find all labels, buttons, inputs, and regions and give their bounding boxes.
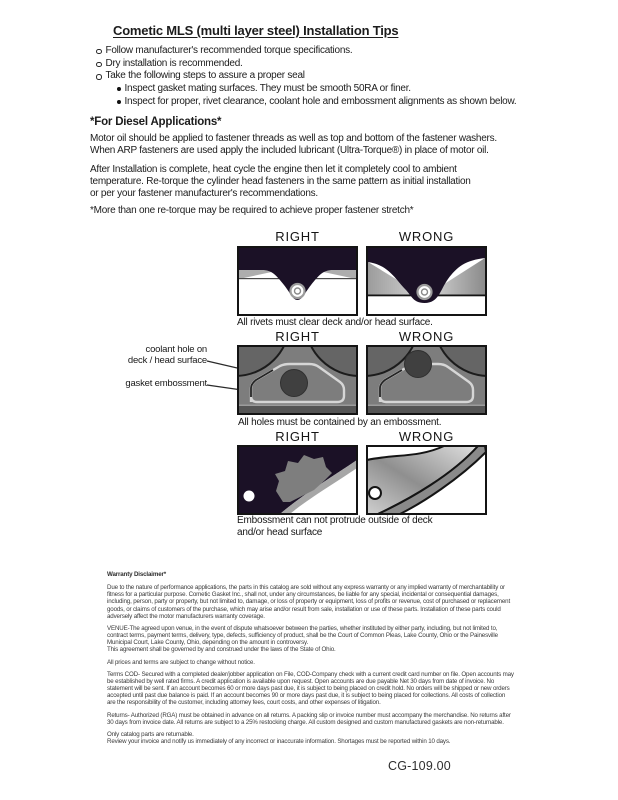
disclaimer-paragraph: Due to the nature of performance applications, the parts in this catalog are sold without any express warranty or any implied warranty of merchantability or fitness for a particular purpose. Cometic Gasket Inc., shall not, under any circumstances, be liable for any special, incidental or consequential damages, including, person, party or property, but not limited to, damage, or loss of property or equipment, loss of profits or revenue, cost of purchased or replacement goods, or claims of customers of the purchase, which may arise and/or result from sale, installation or use of these parts. Installation of these parts could adversely affect the motor manufacturers warranty coverage. bbox=[107, 584, 511, 620]
right-label: RIGHT bbox=[275, 429, 320, 444]
disclaimer-heading: Warranty Disclaimer* bbox=[107, 571, 167, 578]
list-item bbox=[96, 45, 516, 58]
page-code: CG-109.00 bbox=[388, 759, 451, 773]
dot-bullet-icon bbox=[117, 100, 121, 104]
diesel-heading: *For Diesel Applications* bbox=[90, 116, 222, 128]
circle-bullet-icon bbox=[96, 62, 102, 68]
warranty-disclaimer bbox=[107, 571, 514, 750]
wrong-label: WRONG bbox=[398, 329, 455, 344]
gasket-embossment-label: gasket embossment bbox=[125, 378, 207, 389]
bullet-text: Take the following steps to assure a proper seal bbox=[105, 70, 305, 82]
wrong-label: WRONG bbox=[398, 429, 455, 444]
text-line: When ARP fasteners are used apply the included lubricant (Ultra-Torque®) in place of motor oil. bbox=[90, 144, 489, 156]
disclaimer-paragraph: This agreement shall be governed by and construed under the laws of the State of Ohio. bbox=[107, 646, 336, 654]
list-item bbox=[96, 70, 516, 83]
bullet-text: Follow manufacturer's recommended torque specifications. bbox=[105, 45, 353, 56]
text-line: and/or head surface bbox=[237, 527, 323, 539]
coolant-hole-label bbox=[97, 344, 207, 366]
dot-bullet-icon bbox=[117, 87, 121, 91]
retorque-note: *More than one re-torque may be required to achieve proper fastener stretch* bbox=[90, 205, 414, 216]
text-line: coolant hole on bbox=[145, 344, 207, 355]
diagram-rivet-wrong bbox=[366, 246, 487, 316]
coolant-hole-icon bbox=[281, 370, 308, 397]
diagram-edge-right bbox=[237, 445, 358, 515]
diagram-hole-wrong bbox=[366, 345, 487, 415]
bullet-text: Inspect for proper, rivet clearance, coolant hole and embossment alignments as shown below. bbox=[124, 95, 517, 107]
circle-bullet-icon bbox=[96, 74, 102, 80]
list-item bbox=[117, 83, 516, 96]
disclaimer-paragraph: VENUE-The agreed upon venue, in the event of dispute whatsoever between the parties, whether instituted by either party, including, but not limited to, contract terms, payment terms, delivery, type, defects, sufficiency of product, shall be the Court of Common Pleas, Lake County, Ohio or the Painesville Municipal Court, Lake County, Ohio, depending on the amount in controversy. bbox=[107, 624, 498, 647]
bullet-text: Inspect gasket mating surfaces. They must be smooth 50RA or finer. bbox=[124, 83, 411, 95]
text-line: Embossment can not protrude outside of deck bbox=[237, 515, 433, 526]
text-line: deck / head surface bbox=[127, 355, 207, 366]
text-line: or per your fastener manufacturer's recommendations. bbox=[90, 187, 318, 199]
disclaimer-paragraph: Review your invoice and notify us immediately of any incorrect or inaccurate information. Shortages must be reported within 10 days. bbox=[107, 737, 451, 745]
disclaimer-paragraph: Returns- Authorized (RGA) must be obtained in advance on all returns. A packing slip or invoice number must accompany the merchandise. No returns after 30 days from invoice date. All returns are subject to a 25% restocking charge. All custom designed and custom manufactured gaskets are non-returnable. bbox=[107, 711, 511, 726]
right-label: RIGHT bbox=[275, 329, 320, 344]
diagram-edge-wrong bbox=[366, 445, 487, 515]
bolt-hole-icon bbox=[369, 487, 381, 499]
circle-bullet-icon bbox=[96, 49, 102, 55]
disclaimer-paragraph: Only catalog parts are returnable. bbox=[107, 730, 194, 738]
bolt-hole-icon bbox=[244, 491, 255, 502]
diesel-paragraph bbox=[90, 133, 497, 157]
page-title: Cometic MLS (multi layer steel) Installation Tips bbox=[113, 23, 399, 38]
coolant-hole-icon bbox=[405, 351, 432, 378]
right-label: RIGHT bbox=[275, 229, 320, 244]
row3-caption bbox=[237, 515, 432, 539]
list-item bbox=[96, 58, 516, 71]
wrong-label: WRONG bbox=[398, 229, 455, 244]
list-item bbox=[117, 96, 516, 109]
row2-caption: All holes must be contained by an embossment. bbox=[238, 417, 442, 428]
disclaimer-paragraph: All prices and terms are subject to change without notice. bbox=[107, 658, 255, 666]
text-line: Motor oil should be applied to fastener threads as well as top and bottom of the fastener washers. bbox=[90, 133, 497, 144]
disclaimer-paragraph: Terms COD- Secured with a completed dealer/jobber application on File, COD-Company check with a current credit card number on file. Open accounts may be established by well rated firms. A credit application is available upon request. Open accounts are due payable Net 30 days from date of invoice. No statement will be sent. If an account becomes 60 or more days past due, it is subject to being placed on credit hold. No orders will be shipped or new orders accepted until past due balance is paid. If an account becomes 90 or more days past due, it is subject to being placed for collections. All costs of collection are the responsibility of the customer, including attorney fees, court costs, and other expenses of litigation. bbox=[107, 670, 514, 707]
text-line: temperature. Re-torque the cylinder head fasteners in the same pattern as initial installation bbox=[90, 175, 471, 187]
row1-caption: All rivets must clear deck and/or head surface. bbox=[237, 317, 433, 328]
bullet-text: Dry installation is recommended. bbox=[105, 57, 243, 69]
diesel-paragraph bbox=[90, 164, 471, 199]
diagram-rivet-right bbox=[237, 246, 358, 316]
text-line: After Installation is complete, heat cycle the engine then let it completely cool to ambient bbox=[90, 164, 457, 175]
diagram-hole-right bbox=[237, 345, 358, 415]
tips-list bbox=[96, 45, 516, 109]
